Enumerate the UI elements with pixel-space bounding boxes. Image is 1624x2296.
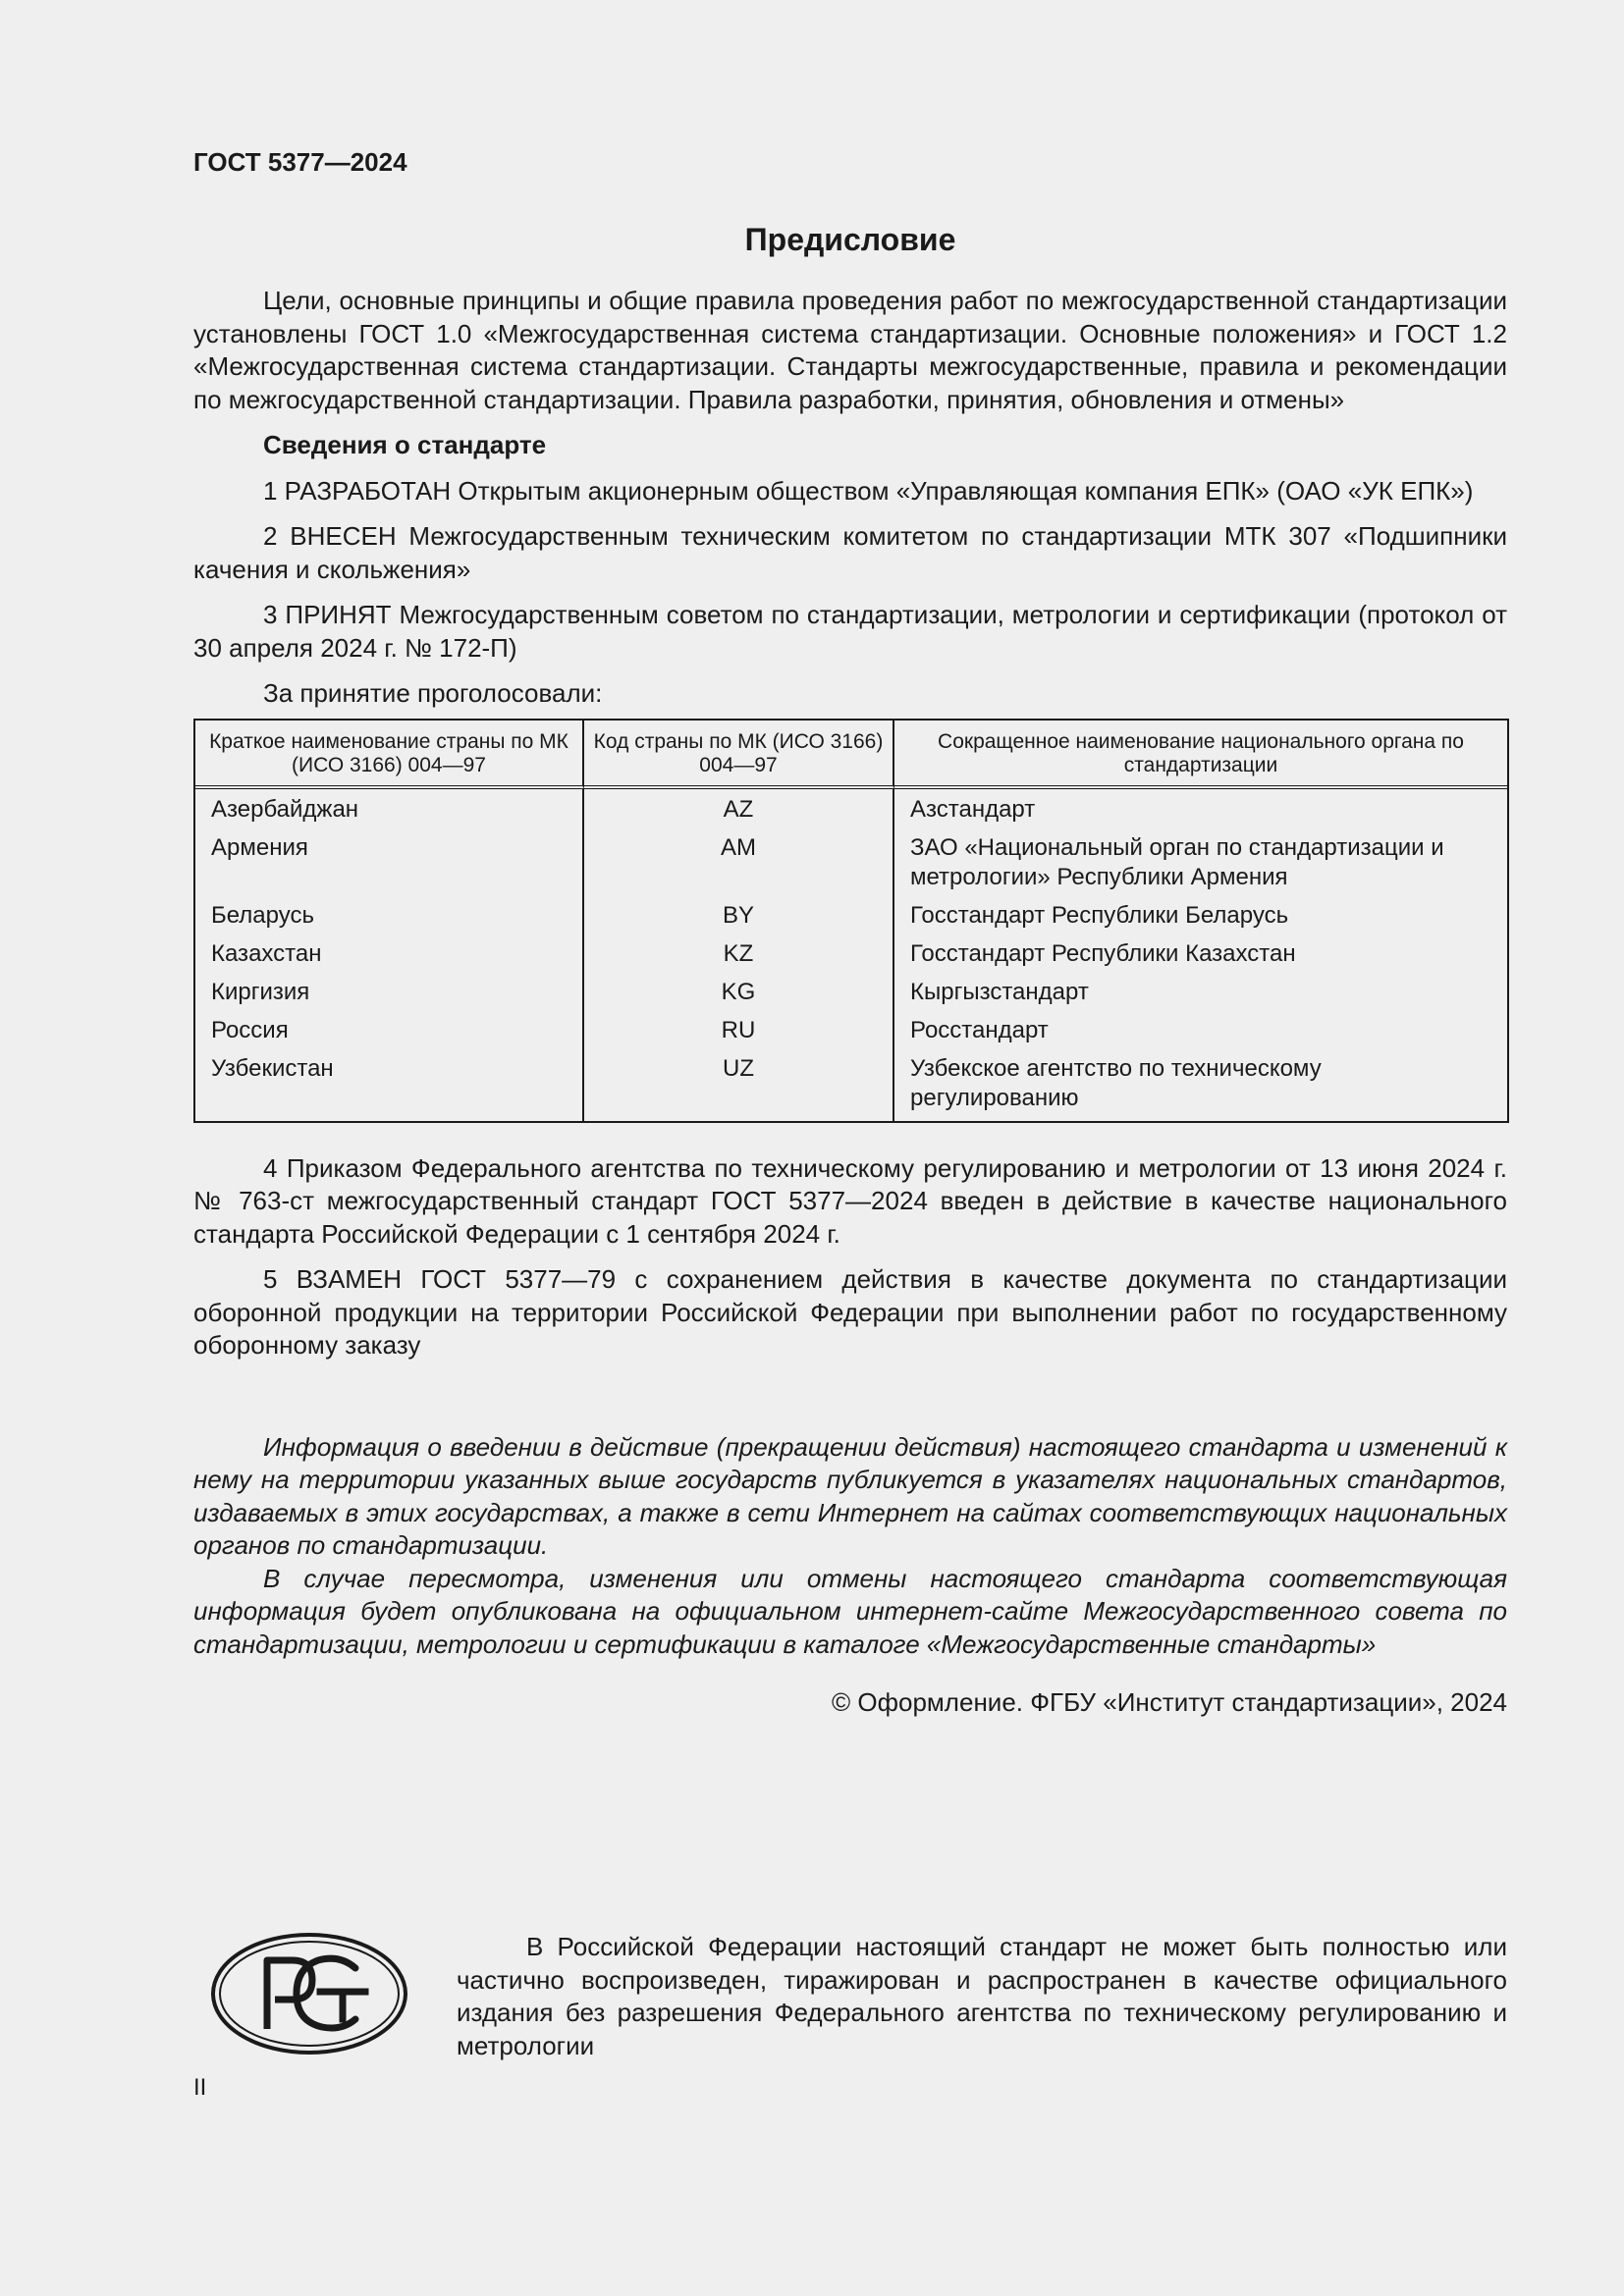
item-replaces: 5 ВЗАМЕН ГОСТ 5377—79 с сохранением действия в качестве документа по стандартизации оборонной продукции на территории Российской Федерации при выполнении работ по государственному оборонному заказу xyxy=(193,1264,1507,1360)
col-header-country: Краткое наименование страны по МК (ИСО 3166) 004—97 xyxy=(195,721,584,789)
national-authority: Азстандарт xyxy=(910,795,1036,823)
country-name: Казахстан xyxy=(195,934,584,973)
country-name: Армения xyxy=(195,828,584,896)
national-authority: Кыргызстандарт xyxy=(910,978,1089,1005)
footer-block xyxy=(193,1931,1507,2078)
table-row xyxy=(195,1011,1507,1049)
country-code: UZ xyxy=(584,1049,894,1121)
page-number: II xyxy=(193,2074,207,2101)
country-code: KG xyxy=(584,973,894,1011)
national-authority: Росстандарт xyxy=(910,1016,1049,1043)
table-row xyxy=(195,789,1507,828)
country-code: RU xyxy=(584,1011,894,1049)
country-code: AZ xyxy=(584,789,894,828)
voting-countries-table xyxy=(193,719,1509,1123)
table-row xyxy=(195,973,1507,1011)
table-header-row xyxy=(195,721,1507,789)
notice-paragraph-1: Информация о введении в действие (прекращении действия) настоящего стандарта и изменений к нему на территории указанных выше государств публикуется в указателях национальных стандартов, издаваемых в этих государствах, а также в сети Интернет на сайтах соответствующих национальных органов по стандартизации. xyxy=(193,1431,1507,1560)
country-name: Беларусь xyxy=(195,896,584,934)
item-enacted: 4 Приказом Федерального агентства по техническому регулированию и метрологии от 13 июня 2024 г. № 763-ст межгосударственный стандарт ГОСТ 5377—2024 введен в действие в качестве национального стандарта Российской Федерации с 1 сентября 2024 г. xyxy=(193,1152,1507,1249)
table-row xyxy=(195,1049,1507,1121)
country-name: Узбекистан xyxy=(195,1049,584,1121)
notice-paragraph-2: В случае пересмотра, изменения или отмены настоящего стандарта соответствующая информация будет опубликована на официальном интернет-сайте Межгосударственного совета по стандартизации, метрологии и сертификации в каталоге «Межгосударственные стандарты» xyxy=(193,1563,1507,1659)
country-code: KZ xyxy=(584,934,894,973)
table-row xyxy=(195,934,1507,973)
page-title: Предисловие xyxy=(744,222,956,257)
item-adopted: 3 ПРИНЯТ Межгосударственным советом по стандартизации, метрологии и сертификации (протокол от 30 апреля 2024 г. № 172-П) xyxy=(193,600,1507,663)
col-header-authority: Сокращенное наименование национального органа по стандартизации xyxy=(894,721,1507,789)
foreword-body xyxy=(193,285,1507,1720)
country-name: Россия xyxy=(195,1011,584,1049)
table-row xyxy=(195,828,1507,896)
info-heading: Сведения о стандарте xyxy=(263,430,547,459)
reproduction-notice: В Российской Федерации настоящий стандарт не может быть полностью или частично воспроизведен, тиражирован и распространен в качестве официального издания без разрешения Федерального агентства по техническому регулированию и метрологии xyxy=(457,1932,1507,2060)
document-code: ГОСТ 5377—2024 xyxy=(193,147,407,177)
national-authority: Узбекское агентство по техническому регулированию xyxy=(910,1054,1322,1111)
item-submitted: 2 ВНЕСЕН Межгосударственным техническим комитетом по стандартизации МТК 307 «Подшипники качения и скольжения» xyxy=(193,521,1507,584)
col-header-code: Код страны по МК (ИСО 3166) 004—97 xyxy=(584,721,894,789)
country-code: AM xyxy=(584,828,894,896)
intro-paragraph: Цели, основные принципы и общие правила проведения работ по межгосударственной стандартизации установлены ГОСТ 1.0 «Межгосударственная система стандартизации. Основные положения» и ГОСТ 1.2 «Межгосударственная система стандартизации. Стандарты межгосударственные, правила и рекомендации по межгосударственной стандартизации. Правила разработки, принятия, обновления и отмены» xyxy=(193,286,1507,414)
country-name: Азербайджан xyxy=(195,789,584,828)
national-authority: ЗАО «Национальный орган по стандартизации и метрологии» Республики Армения xyxy=(910,833,1444,890)
copyright-line: © Оформление. ФГБУ «Институт стандартизации», 2024 xyxy=(832,1687,1507,1717)
voted-label: За принятие проголосовали: xyxy=(263,678,603,708)
national-authority: Госстандарт Республики Беларусь xyxy=(910,901,1289,929)
country-code: BY xyxy=(584,896,894,934)
table-row xyxy=(195,896,1507,934)
item-developed: 1 РАЗРАБОТАН Открытым акционерным обществом «Управляющая компания ЕПК» (ОАО «УК ЕПК») xyxy=(263,475,1474,506)
national-authority: Госстандарт Республики Казахстан xyxy=(910,939,1296,967)
rst-logo-icon xyxy=(210,1931,408,2056)
country-name: Киргизия xyxy=(195,973,584,1011)
